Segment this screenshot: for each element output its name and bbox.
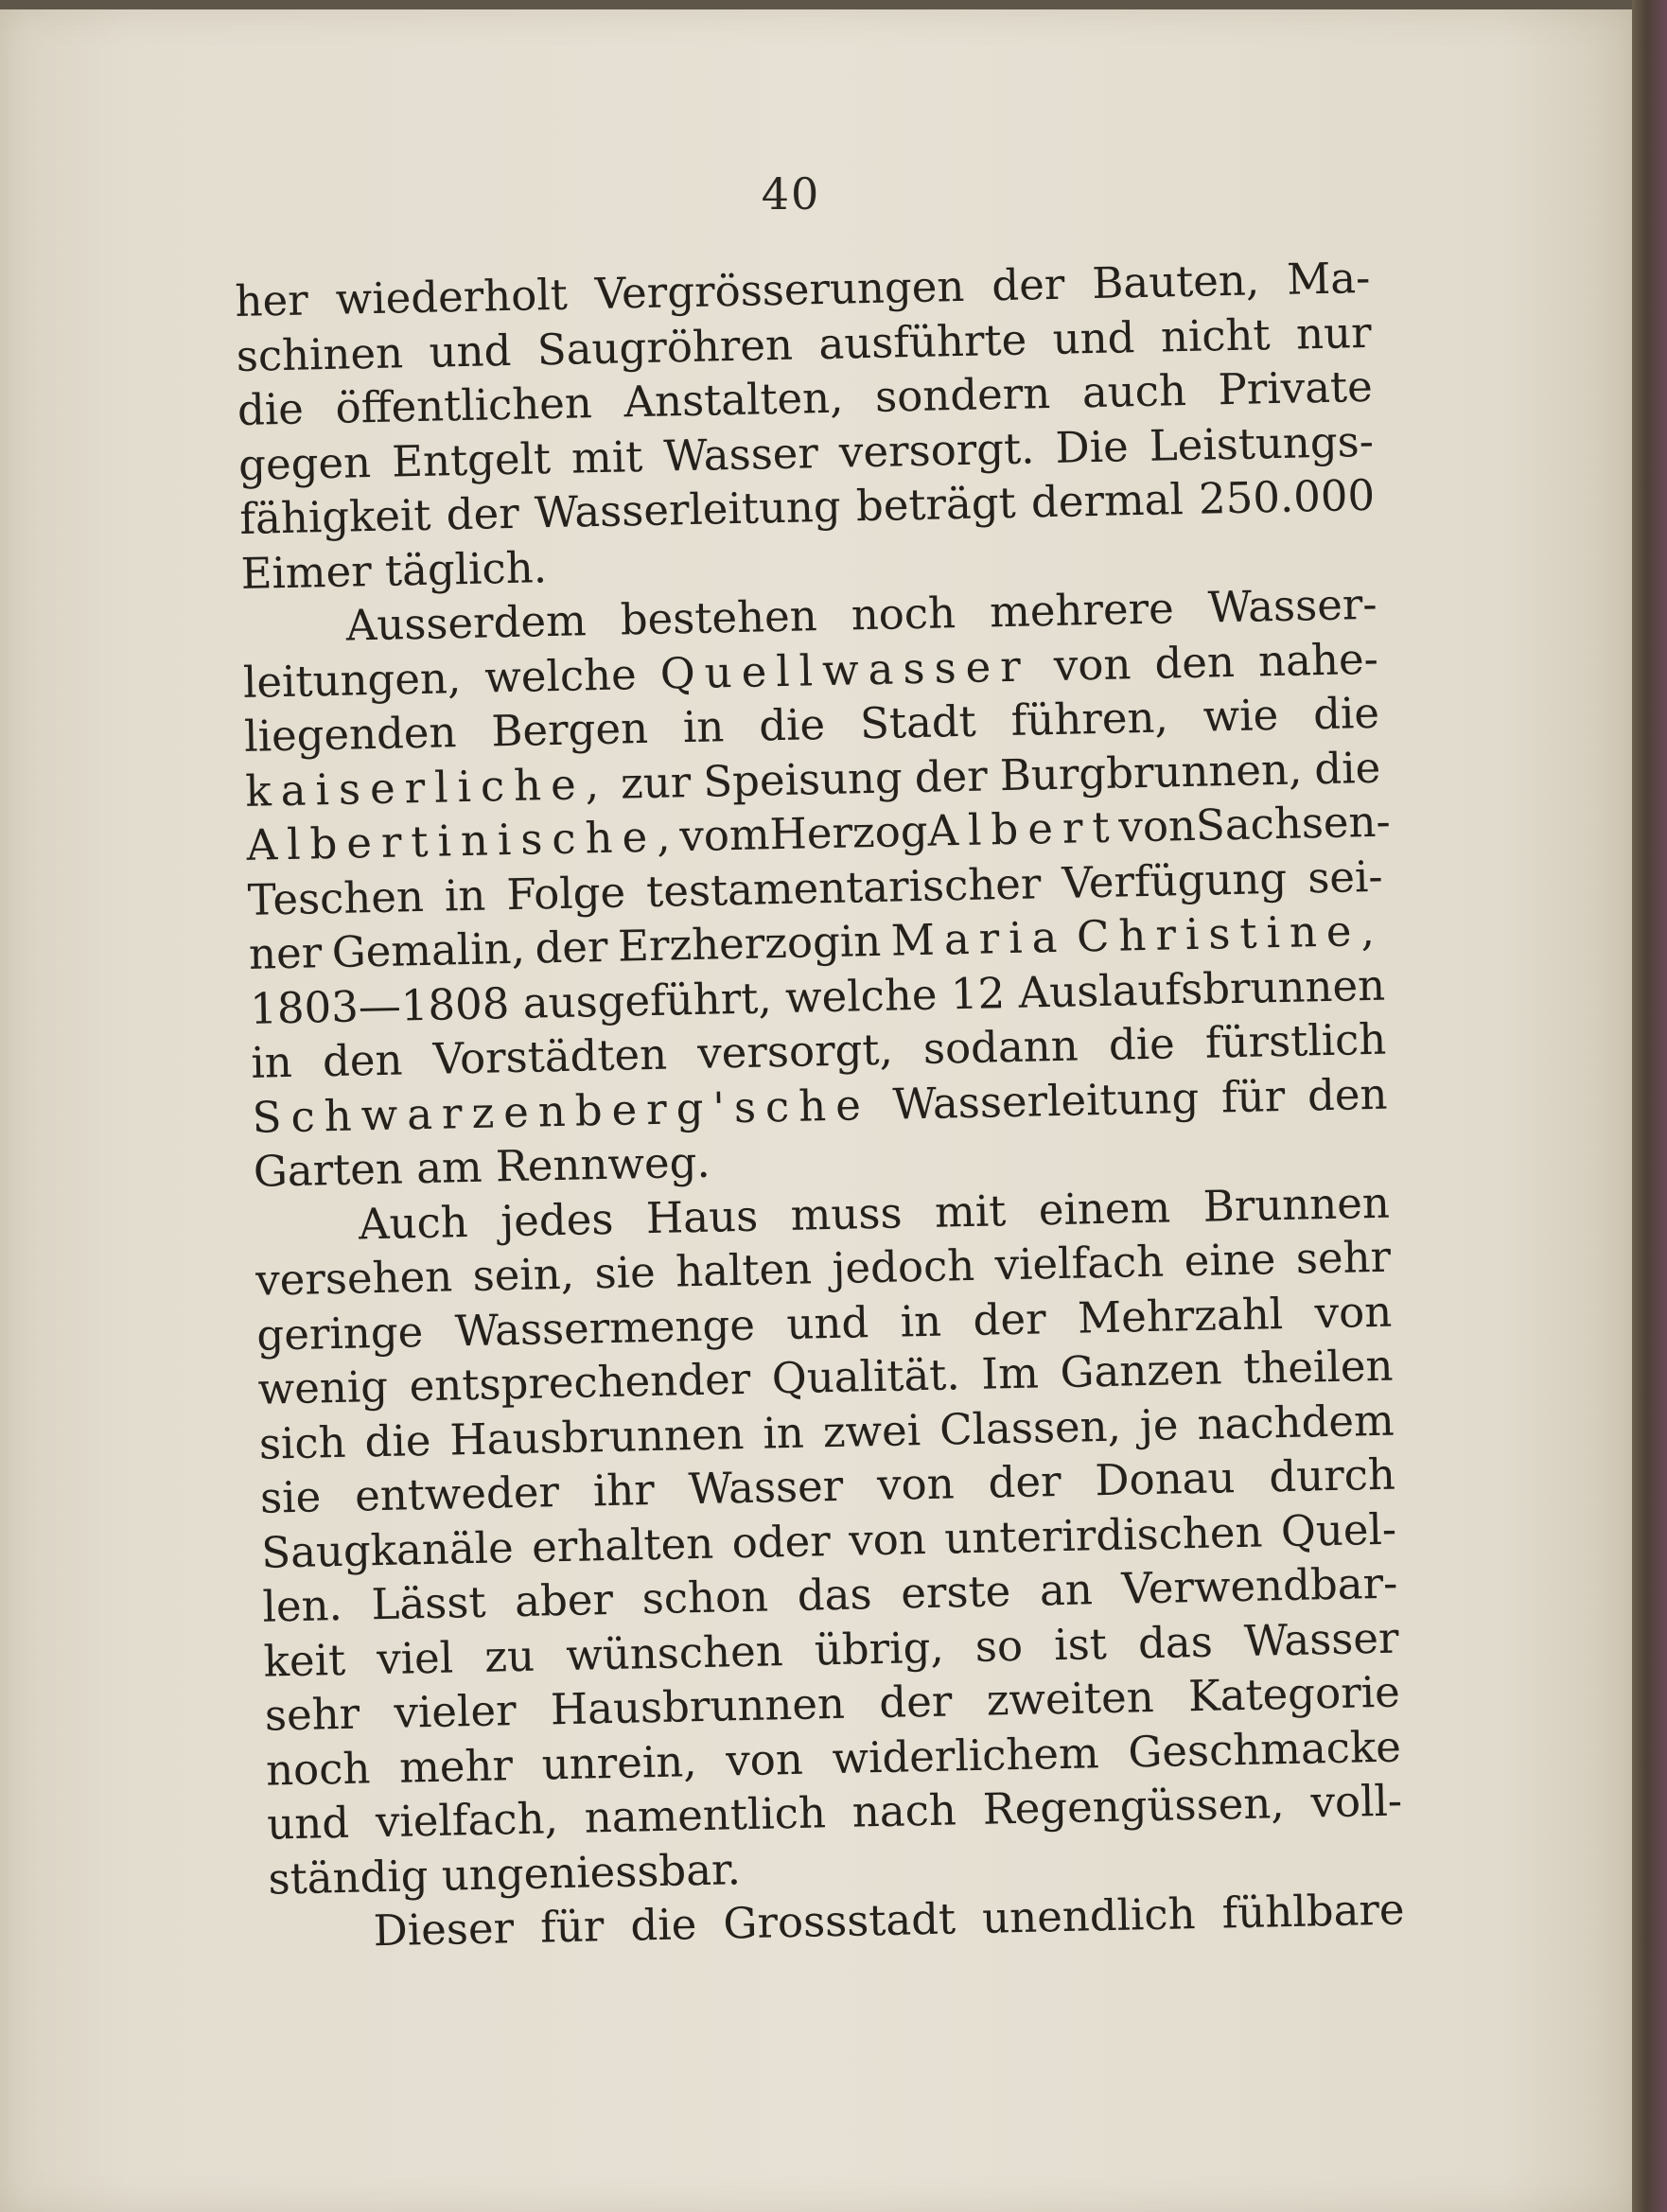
word: Kategorie bbox=[1187, 1666, 1401, 1722]
word: an bbox=[1039, 1564, 1094, 1616]
word: her bbox=[235, 274, 309, 326]
word: durch bbox=[1268, 1448, 1396, 1502]
word: die bbox=[629, 1899, 697, 1951]
word: Wasser- bbox=[1207, 578, 1378, 633]
word: zu bbox=[483, 1630, 535, 1682]
word: Leistungs- bbox=[1149, 415, 1375, 471]
word: Wasser bbox=[1243, 1612, 1399, 1666]
word: unrein, bbox=[541, 1735, 698, 1790]
word: Grossstadt bbox=[722, 1893, 956, 1949]
word: Haus bbox=[645, 1190, 759, 1243]
word: die bbox=[364, 1414, 431, 1466]
word: viel bbox=[376, 1631, 454, 1684]
word: Classen, bbox=[939, 1400, 1122, 1455]
word: Maria bbox=[890, 911, 1067, 966]
word: nahe- bbox=[1257, 633, 1379, 686]
word: Ganzen bbox=[1059, 1343, 1223, 1397]
word: einem bbox=[1038, 1182, 1171, 1235]
word: Entgelt bbox=[391, 432, 552, 487]
word: aber bbox=[514, 1573, 614, 1627]
word: versehen bbox=[254, 1251, 453, 1306]
word: ner bbox=[248, 927, 323, 979]
word: Erzherzogin bbox=[617, 915, 882, 972]
word: Wassermenge bbox=[454, 1299, 756, 1356]
word: dermal bbox=[1030, 474, 1184, 528]
word: Lässt bbox=[370, 1576, 487, 1630]
word: fühlbare bbox=[1221, 1884, 1406, 1939]
word: der bbox=[878, 1676, 953, 1729]
word: 1803—1808 bbox=[249, 977, 510, 1034]
word: Ma- bbox=[1286, 252, 1371, 305]
word: namentlich bbox=[584, 1787, 827, 1843]
word: 250.000 bbox=[1198, 469, 1376, 524]
word: täglich. bbox=[384, 541, 548, 596]
word: Vorstädten bbox=[432, 1028, 668, 1084]
word: Auslaufsbrunnen bbox=[1018, 959, 1386, 1018]
word: muss bbox=[790, 1186, 904, 1240]
word: Brunnen bbox=[1202, 1177, 1391, 1232]
word: von bbox=[1053, 638, 1132, 691]
word: nicht bbox=[1160, 308, 1272, 362]
word: von bbox=[848, 1513, 927, 1566]
word: liegenden bbox=[243, 707, 458, 762]
word: unterirdischen bbox=[943, 1506, 1263, 1564]
word: Sachsen- bbox=[1195, 796, 1392, 851]
word: ausführte bbox=[817, 313, 1027, 369]
word: Wasserleitung bbox=[534, 481, 842, 538]
word: und bbox=[266, 1797, 350, 1850]
word: theilen bbox=[1242, 1340, 1394, 1394]
word: Speisung bbox=[702, 751, 904, 807]
word: Vergrösserungen bbox=[594, 260, 965, 320]
word: Private bbox=[1218, 360, 1374, 415]
word: Ausserdem bbox=[345, 595, 588, 651]
word: von bbox=[1314, 1286, 1393, 1338]
word: Folge bbox=[505, 866, 626, 920]
word: oder bbox=[731, 1515, 832, 1568]
word: der bbox=[446, 487, 520, 540]
word: Garten bbox=[253, 1143, 404, 1197]
word: Wasser bbox=[688, 1460, 844, 1515]
word: vielfach bbox=[994, 1236, 1165, 1290]
word: Christine, bbox=[1076, 904, 1385, 962]
word: von bbox=[1117, 799, 1197, 852]
word: Wasserleitung bbox=[891, 1072, 1200, 1130]
word: versorgt. bbox=[838, 422, 1035, 478]
word: wiederholt bbox=[335, 269, 569, 325]
word: ist bbox=[1053, 1618, 1108, 1670]
word: vielfach, bbox=[375, 1793, 559, 1848]
word: widerlichem bbox=[831, 1727, 1100, 1783]
word: die bbox=[1312, 687, 1380, 740]
word: von bbox=[876, 1458, 956, 1511]
word: gegen bbox=[237, 436, 372, 490]
word: ihr bbox=[592, 1464, 656, 1517]
word: zur bbox=[620, 756, 692, 809]
word: Bauten, bbox=[1091, 255, 1260, 309]
word: eine bbox=[1184, 1234, 1276, 1287]
word: und bbox=[1052, 311, 1135, 364]
word: Quellwasser bbox=[659, 640, 1031, 699]
page-number: 40 bbox=[761, 168, 821, 219]
word: wenig bbox=[257, 1361, 389, 1414]
word: Geschmacke bbox=[1127, 1721, 1402, 1778]
word: len. bbox=[261, 1579, 343, 1632]
word: kaiserliche, bbox=[244, 758, 609, 816]
word: die bbox=[1108, 1018, 1176, 1070]
word: und bbox=[785, 1296, 869, 1349]
word: Anstalten, bbox=[623, 372, 844, 428]
word: wie bbox=[1202, 690, 1279, 742]
word: der bbox=[973, 1292, 1047, 1345]
word: entweder bbox=[354, 1466, 560, 1521]
word: nur bbox=[1295, 307, 1373, 360]
word: ständig bbox=[267, 1850, 430, 1905]
word: erste bbox=[900, 1566, 1011, 1619]
word: so bbox=[974, 1620, 1024, 1672]
word: die bbox=[1313, 742, 1381, 794]
word: vieler bbox=[393, 1685, 518, 1738]
word: Auch bbox=[358, 1196, 469, 1249]
word: ausgeführt, bbox=[522, 972, 773, 1028]
word: Rennweg. bbox=[495, 1136, 711, 1192]
word: Im bbox=[980, 1347, 1040, 1399]
word: welche bbox=[784, 969, 938, 1023]
word: in bbox=[250, 1036, 293, 1088]
word: Saugkanäle bbox=[260, 1521, 515, 1578]
word: das bbox=[797, 1569, 873, 1621]
word: fähigkeit bbox=[238, 489, 431, 544]
word: bestehen bbox=[620, 590, 818, 645]
word: nach bbox=[851, 1784, 957, 1837]
page-top-edge bbox=[0, 0, 1632, 9]
word: sondern bbox=[874, 367, 1051, 422]
word: jedoch bbox=[831, 1239, 975, 1293]
word: jedes bbox=[500, 1193, 614, 1246]
word: Bergen bbox=[490, 702, 649, 757]
word: mehrere bbox=[989, 583, 1175, 638]
word: Saugröhren bbox=[536, 319, 794, 375]
word: Quel- bbox=[1280, 1503, 1397, 1556]
word: die bbox=[758, 699, 826, 751]
word: unendlich bbox=[981, 1888, 1197, 1943]
word: Mehrzahl bbox=[1077, 1288, 1284, 1343]
word: zweiten bbox=[986, 1671, 1155, 1726]
word: fürstlich bbox=[1204, 1013, 1387, 1068]
word: mit bbox=[934, 1185, 1007, 1238]
word: die bbox=[237, 383, 305, 435]
word: schinen bbox=[236, 326, 404, 381]
word: den bbox=[322, 1034, 403, 1087]
word: Hausbrunnen bbox=[448, 1408, 745, 1466]
word: halten bbox=[675, 1243, 813, 1297]
word: schon bbox=[641, 1571, 769, 1624]
word: voll- bbox=[1309, 1775, 1403, 1828]
word: öffentlichen bbox=[334, 377, 593, 433]
word: Schwarzenberg'sche bbox=[252, 1079, 871, 1143]
paper-page bbox=[0, 9, 1632, 2212]
word: Eimer bbox=[240, 545, 373, 599]
word: in bbox=[900, 1295, 942, 1346]
word: Stadt bbox=[859, 695, 977, 749]
word: Regengüssen, bbox=[982, 1778, 1286, 1835]
word: der bbox=[991, 258, 1065, 311]
word: Hausbrunnen bbox=[550, 1677, 846, 1735]
word: Qualität. bbox=[771, 1349, 961, 1404]
book-binding-edge bbox=[1632, 0, 1667, 2212]
word: wünschen bbox=[565, 1624, 784, 1680]
word: und bbox=[428, 325, 512, 377]
word: für bbox=[539, 1901, 605, 1953]
word: ungeniessbar. bbox=[441, 1843, 742, 1901]
word: nachdem bbox=[1196, 1395, 1395, 1449]
word: am bbox=[415, 1141, 483, 1194]
word: zwei bbox=[822, 1404, 921, 1457]
word: sie bbox=[259, 1471, 322, 1523]
word: das bbox=[1137, 1616, 1214, 1668]
word: versorgt, bbox=[696, 1024, 894, 1079]
word: Verfügung bbox=[1061, 852, 1288, 908]
word: Herzog bbox=[769, 805, 929, 860]
word: für bbox=[1220, 1070, 1286, 1122]
word: Burgbrunnen, bbox=[999, 743, 1303, 800]
word: Albertinische, bbox=[246, 811, 680, 870]
word: der bbox=[534, 921, 609, 974]
word: in bbox=[682, 701, 725, 753]
word: noch bbox=[265, 1742, 371, 1796]
word: noch bbox=[851, 588, 956, 641]
word: geringe bbox=[255, 1306, 424, 1361]
word: sodann bbox=[922, 1020, 1079, 1074]
word: mit bbox=[570, 430, 643, 483]
word: Donau bbox=[1094, 1452, 1236, 1506]
word: je bbox=[1139, 1398, 1180, 1450]
word: Verwendbar- bbox=[1120, 1557, 1398, 1614]
word: den bbox=[1153, 636, 1236, 689]
word: sehr bbox=[264, 1688, 360, 1741]
word: führen, bbox=[1010, 692, 1169, 746]
word: erhalten bbox=[531, 1518, 714, 1572]
word: keit bbox=[263, 1634, 346, 1687]
word: übrig, bbox=[814, 1622, 945, 1675]
word: sei- bbox=[1307, 851, 1384, 903]
word: beträgt bbox=[855, 477, 1017, 532]
word: vom bbox=[678, 809, 771, 862]
word: der bbox=[988, 1455, 1062, 1508]
word: Albert bbox=[927, 801, 1120, 856]
word: sein, bbox=[472, 1248, 575, 1301]
word: testamentarischer bbox=[645, 857, 1042, 917]
word: von bbox=[725, 1733, 804, 1785]
word: Dieser bbox=[373, 1903, 515, 1957]
word: der bbox=[914, 749, 989, 802]
word: 12 bbox=[950, 967, 1006, 1019]
word: leitungen, bbox=[242, 652, 462, 708]
word: mehr bbox=[398, 1739, 514, 1793]
word: entsprechender bbox=[409, 1353, 751, 1412]
word: Teschen bbox=[247, 870, 425, 925]
word: auch bbox=[1081, 364, 1187, 418]
word: in bbox=[762, 1407, 805, 1459]
word: Wasser bbox=[662, 427, 819, 482]
body-text bbox=[235, 251, 1405, 1960]
word: sich bbox=[258, 1416, 347, 1469]
word: den bbox=[1307, 1068, 1388, 1120]
word: Gemalin, bbox=[331, 922, 526, 977]
word: welche bbox=[483, 648, 638, 703]
word: in bbox=[444, 869, 486, 921]
word: sehr bbox=[1295, 1231, 1392, 1284]
word: sie bbox=[593, 1246, 657, 1299]
word: Die bbox=[1054, 420, 1130, 473]
